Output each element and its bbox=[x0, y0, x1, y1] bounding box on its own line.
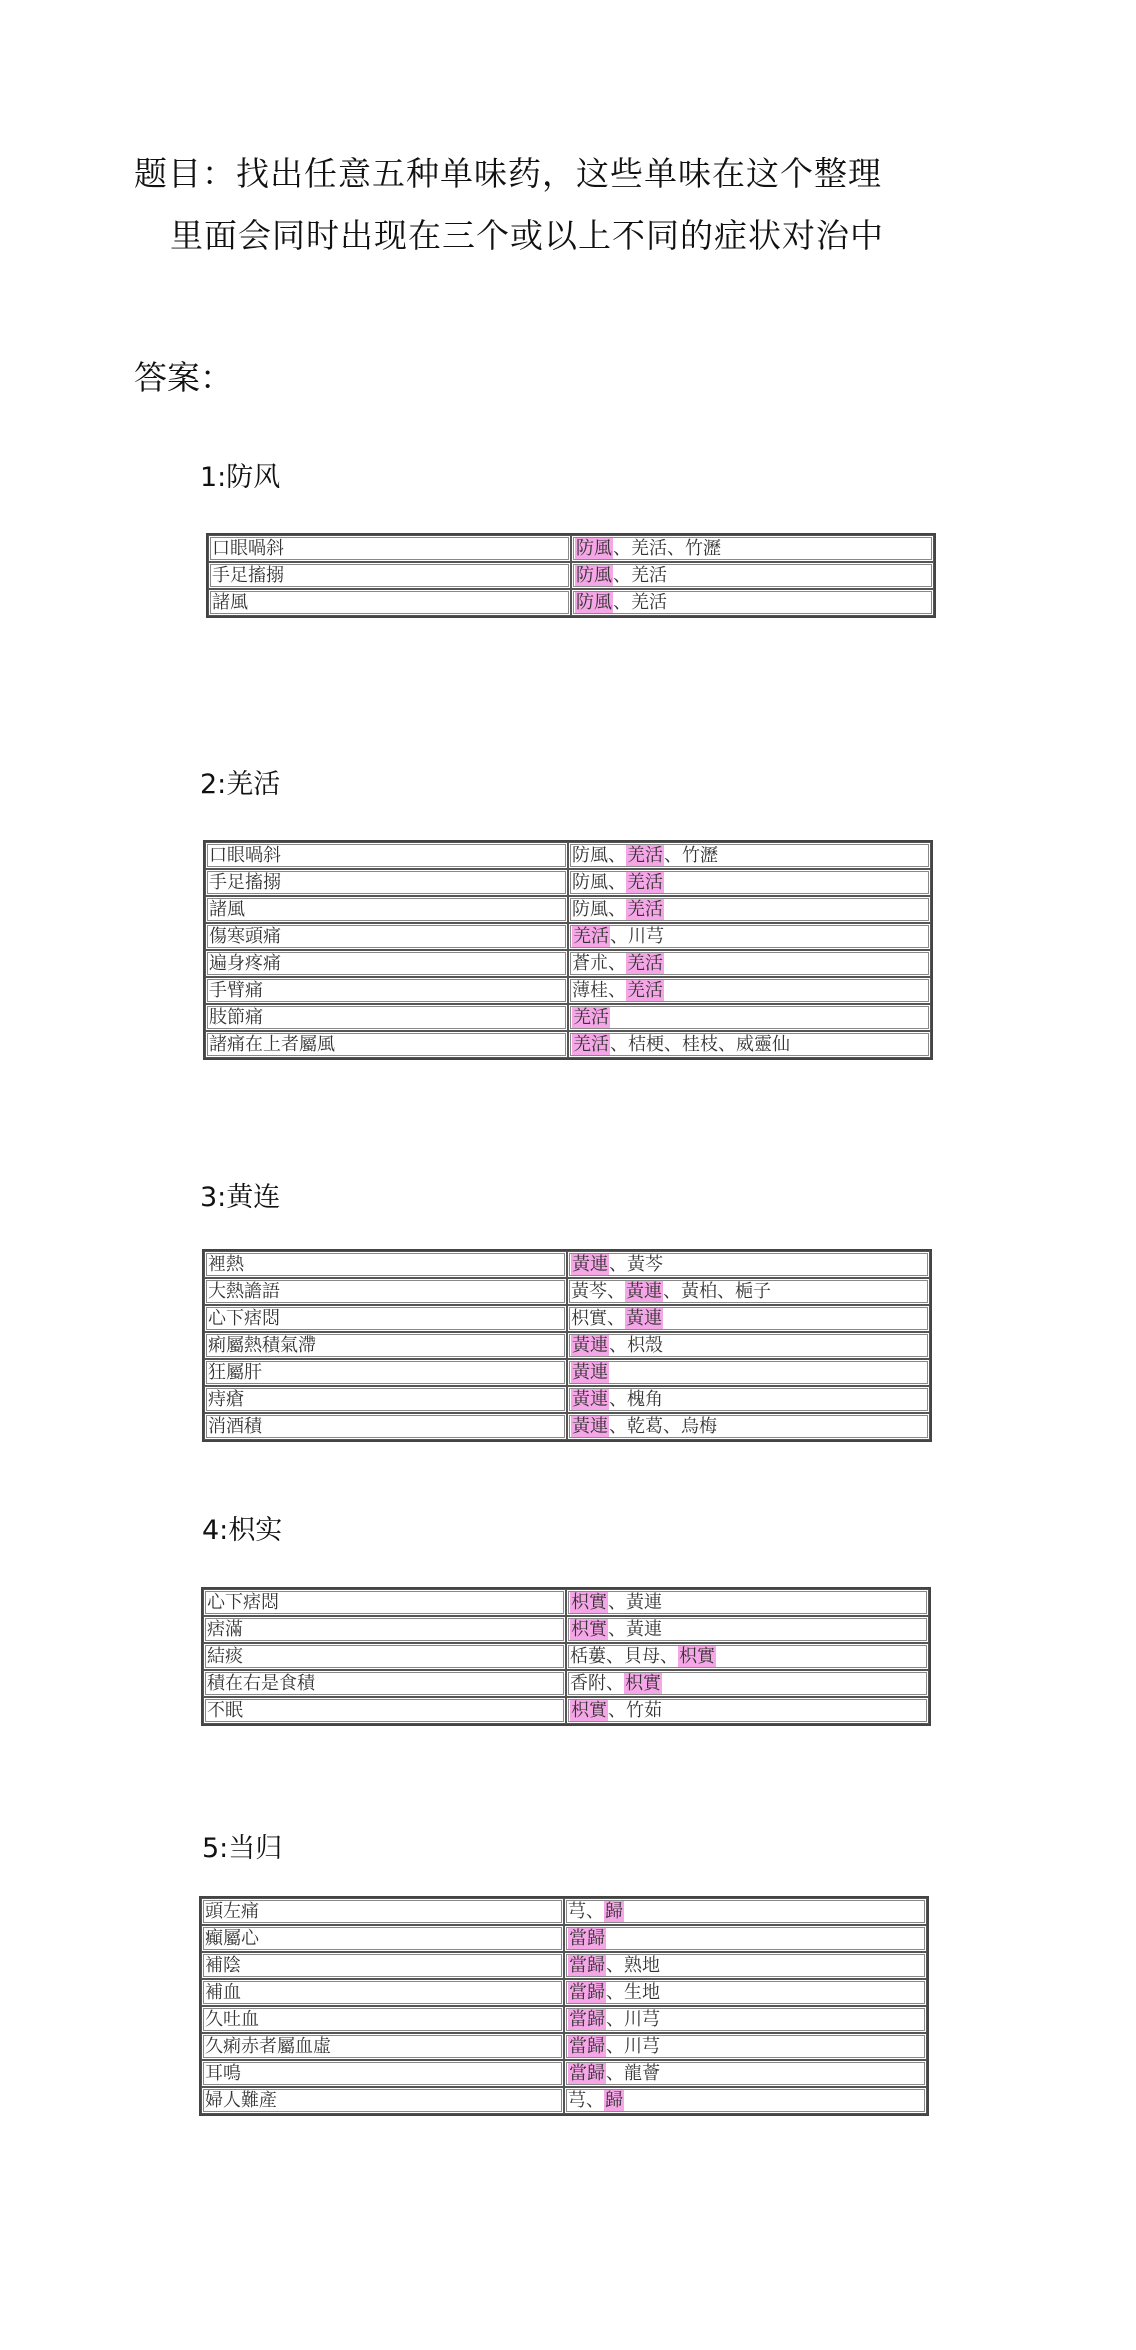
section-label: 1:防风 bbox=[200, 462, 281, 493]
herbs-cell bbox=[566, 1697, 929, 1724]
table-row bbox=[201, 2033, 927, 2060]
table-row bbox=[205, 923, 931, 950]
symptom-cell: 耳鳴 bbox=[201, 2060, 564, 2087]
symptom-cell: 補血 bbox=[201, 1979, 564, 2006]
herb-table-2 bbox=[203, 840, 933, 1060]
symptom-cell: 口眼喎斜 bbox=[205, 842, 568, 869]
highlighted-herb: 羌活 bbox=[573, 1034, 609, 1055]
symptom-cell: 痞滿 bbox=[203, 1616, 566, 1643]
herbs-cell bbox=[564, 1979, 927, 2006]
herb-text: 香附、 bbox=[570, 1673, 624, 1694]
table-row bbox=[204, 1413, 930, 1440]
highlighted-herb: 枳實 bbox=[571, 1592, 607, 1613]
herbs-cell bbox=[568, 923, 931, 950]
table-row bbox=[203, 1616, 929, 1643]
herb-text: 、黃連 bbox=[608, 1619, 662, 1640]
table-row bbox=[205, 869, 931, 896]
table-row bbox=[203, 1643, 929, 1670]
herb-text: 、熟地 bbox=[606, 1955, 660, 1976]
table-row bbox=[201, 2006, 927, 2033]
herb-table-1 bbox=[206, 533, 936, 618]
section-4 bbox=[202, 1508, 282, 1547]
herbs-cell bbox=[568, 1031, 931, 1058]
table-row bbox=[201, 1898, 927, 1925]
herb-text: 、竹茹 bbox=[608, 1700, 662, 1721]
highlighted-herb: 黃連 bbox=[626, 1281, 662, 1302]
symptom-cell: 手足搐搦 bbox=[205, 869, 568, 896]
highlighted-herb: 羌活 bbox=[627, 953, 663, 974]
question-line-2: 里面会同时出现在三个或以上不同的症状对治中 bbox=[170, 216, 884, 255]
highlighted-herb: 枳實 bbox=[679, 1646, 715, 1667]
herb-table-5 bbox=[199, 1896, 929, 2116]
table-row bbox=[201, 1979, 927, 2006]
herb-text: 、黃柏、梔子 bbox=[663, 1281, 771, 1302]
symptom-cell: 手臂痛 bbox=[205, 977, 568, 1004]
highlighted-herb: 歸 bbox=[605, 1901, 623, 1922]
herb-table-3 bbox=[202, 1249, 932, 1442]
herbs-cell bbox=[567, 1251, 930, 1278]
herb-text: 芎、 bbox=[568, 1901, 604, 1922]
table-row bbox=[208, 562, 934, 589]
symptom-cell: 心下痞悶 bbox=[204, 1305, 567, 1332]
table-row bbox=[205, 842, 931, 869]
table-row bbox=[208, 535, 934, 562]
table-row bbox=[201, 1925, 927, 1952]
symptom-cell: 諸痛在上者屬風 bbox=[205, 1031, 568, 1058]
table-row bbox=[204, 1278, 930, 1305]
table-row bbox=[204, 1332, 930, 1359]
highlighted-herb: 羌活 bbox=[627, 899, 663, 920]
herb-text: 芎、 bbox=[568, 2090, 604, 2111]
herbs-cell bbox=[567, 1359, 930, 1386]
symptom-cell: 久痢赤者屬血虛 bbox=[201, 2033, 564, 2060]
herb-text: 、乾葛、烏梅 bbox=[609, 1416, 717, 1437]
herbs-cell bbox=[567, 1332, 930, 1359]
symptom-cell: 狂屬肝 bbox=[204, 1359, 567, 1386]
table-row bbox=[205, 1031, 931, 1058]
table-row bbox=[201, 2087, 927, 2114]
symptom-cell: 結痰 bbox=[203, 1643, 566, 1670]
herb-text: 黃芩、 bbox=[571, 1281, 625, 1302]
herbs-cell bbox=[568, 977, 931, 1004]
herb-text: 、生地 bbox=[606, 1982, 660, 2003]
herb-text: 、黃連 bbox=[608, 1592, 662, 1613]
herbs-cell bbox=[571, 535, 934, 562]
highlighted-herb: 枳實 bbox=[625, 1673, 661, 1694]
symptom-cell: 頭左痛 bbox=[201, 1898, 564, 1925]
symptom-cell: 大熱譫語 bbox=[204, 1278, 567, 1305]
section-5 bbox=[202, 1826, 282, 1865]
section-label: 2:羌活 bbox=[200, 769, 281, 800]
herbs-cell bbox=[568, 842, 931, 869]
highlighted-herb: 歸 bbox=[605, 2090, 623, 2111]
section-1 bbox=[200, 455, 280, 494]
herbs-cell bbox=[567, 1305, 930, 1332]
highlighted-herb: 黃連 bbox=[572, 1416, 608, 1437]
herb-text: 、桔梗、桂枝、威靈仙 bbox=[610, 1034, 790, 1055]
section-2 bbox=[200, 762, 280, 801]
herb-text: 防風、 bbox=[572, 899, 626, 920]
highlighted-herb: 防風 bbox=[576, 565, 612, 586]
table-row bbox=[203, 1697, 929, 1724]
herb-text: 薄桂、 bbox=[572, 980, 626, 1001]
table-row bbox=[204, 1251, 930, 1278]
herb-text: 防風、 bbox=[572, 845, 626, 866]
table-row bbox=[205, 1004, 931, 1031]
table-row bbox=[205, 896, 931, 923]
herbs-cell bbox=[564, 2033, 927, 2060]
symptom-cell: 諸風 bbox=[208, 589, 571, 616]
question-line-1: 题目：找出任意五种单味药，这些单味在这个整理 bbox=[134, 154, 882, 193]
symptom-cell: 補陰 bbox=[201, 1952, 564, 1979]
highlighted-herb: 羌活 bbox=[627, 872, 663, 893]
table-row bbox=[205, 977, 931, 1004]
section-label: 3:黄连 bbox=[200, 1182, 281, 1213]
symptom-cell: 諸風 bbox=[205, 896, 568, 923]
table-row bbox=[203, 1589, 929, 1616]
table-row bbox=[204, 1386, 930, 1413]
highlighted-herb: 羌活 bbox=[573, 1007, 609, 1028]
herbs-cell bbox=[566, 1670, 929, 1697]
symptom-cell: 婦人難產 bbox=[201, 2087, 564, 2114]
highlighted-herb: 防風 bbox=[576, 538, 612, 559]
symptom-cell: 手足搐搦 bbox=[208, 562, 571, 589]
herbs-cell bbox=[564, 1952, 927, 1979]
herbs-cell bbox=[564, 1925, 927, 1952]
herb-text: 、槐角 bbox=[609, 1389, 663, 1410]
symptom-cell: 肢節痛 bbox=[205, 1004, 568, 1031]
herb-text: 枳實、 bbox=[571, 1308, 625, 1329]
highlighted-herb: 當歸 bbox=[569, 2063, 605, 2084]
herb-text: 、川芎 bbox=[606, 2036, 660, 2057]
highlighted-herb: 當歸 bbox=[569, 1955, 605, 1976]
section-3 bbox=[200, 1175, 280, 1214]
section-label: 4:枳实 bbox=[202, 1515, 283, 1546]
symptom-cell: 積在右是食積 bbox=[203, 1670, 566, 1697]
highlighted-herb: 羌活 bbox=[627, 980, 663, 1001]
table-row bbox=[201, 1952, 927, 1979]
highlighted-herb: 防風 bbox=[576, 592, 612, 613]
highlighted-herb: 黃連 bbox=[572, 1254, 608, 1275]
symptom-cell: 裡熱 bbox=[204, 1251, 567, 1278]
symptom-cell: 傷寒頭痛 bbox=[205, 923, 568, 950]
herb-text: 、黃芩 bbox=[609, 1254, 663, 1275]
herb-text: 、龍薈 bbox=[606, 2063, 660, 2084]
highlighted-herb: 當歸 bbox=[569, 2036, 605, 2057]
herbs-cell bbox=[568, 869, 931, 896]
highlighted-herb: 黃連 bbox=[626, 1308, 662, 1329]
herbs-cell bbox=[564, 2087, 927, 2114]
herb-text: 、羌活 bbox=[613, 565, 667, 586]
herbs-cell bbox=[568, 950, 931, 977]
section-label: 5:当归 bbox=[202, 1833, 283, 1864]
highlighted-herb: 羌活 bbox=[573, 926, 609, 947]
herbs-cell bbox=[571, 589, 934, 616]
herbs-cell bbox=[566, 1616, 929, 1643]
herb-text: 、羌活、竹瀝 bbox=[613, 538, 721, 559]
herb-text: 蒼朮、 bbox=[572, 953, 626, 974]
herb-text: 、竹瀝 bbox=[664, 845, 718, 866]
herb-text: 、羌活 bbox=[613, 592, 667, 613]
highlighted-herb: 當歸 bbox=[569, 1928, 605, 1949]
table-row bbox=[204, 1305, 930, 1332]
herbs-cell bbox=[566, 1589, 929, 1616]
table-row bbox=[205, 950, 931, 977]
herbs-cell bbox=[571, 562, 934, 589]
symptom-cell: 消酒積 bbox=[204, 1413, 567, 1440]
symptom-cell: 心下痞悶 bbox=[203, 1589, 566, 1616]
herbs-cell bbox=[568, 896, 931, 923]
herbs-cell bbox=[567, 1413, 930, 1440]
herb-text: 、川芎 bbox=[610, 926, 664, 947]
symptom-cell: 不眠 bbox=[203, 1697, 566, 1724]
symptom-cell: 痔瘡 bbox=[204, 1386, 567, 1413]
highlighted-herb: 枳實 bbox=[571, 1619, 607, 1640]
table-row bbox=[203, 1670, 929, 1697]
highlighted-herb: 羌活 bbox=[627, 845, 663, 866]
symptom-cell: 遍身疼痛 bbox=[205, 950, 568, 977]
herb-text: 栝蔞、貝母、 bbox=[570, 1646, 678, 1667]
answer-label: 答案： bbox=[134, 358, 233, 397]
highlighted-herb: 當歸 bbox=[569, 1982, 605, 2003]
herbs-cell bbox=[567, 1386, 930, 1413]
herb-table-4 bbox=[201, 1587, 931, 1726]
highlighted-herb: 黃連 bbox=[572, 1335, 608, 1356]
symptom-cell: 癲屬心 bbox=[201, 1925, 564, 1952]
herbs-cell bbox=[566, 1643, 929, 1670]
herb-text: 、枳殼 bbox=[609, 1335, 663, 1356]
herbs-cell bbox=[564, 2006, 927, 2033]
table-row bbox=[201, 2060, 927, 2087]
herbs-cell bbox=[564, 2060, 927, 2087]
table-row bbox=[208, 589, 934, 616]
table-row bbox=[204, 1359, 930, 1386]
symptom-cell: 久吐血 bbox=[201, 2006, 564, 2033]
herb-text: 防風、 bbox=[572, 872, 626, 893]
herb-text: 、川芎 bbox=[606, 2009, 660, 2030]
herbs-cell bbox=[568, 1004, 931, 1031]
highlighted-herb: 枳實 bbox=[571, 1700, 607, 1721]
highlighted-herb: 黃連 bbox=[572, 1362, 608, 1383]
symptom-cell: 口眼喎斜 bbox=[208, 535, 571, 562]
herbs-cell bbox=[564, 1898, 927, 1925]
symptom-cell: 痢屬熱積氣滯 bbox=[204, 1332, 567, 1359]
highlighted-herb: 黃連 bbox=[572, 1389, 608, 1410]
herbs-cell bbox=[567, 1278, 930, 1305]
highlighted-herb: 當歸 bbox=[569, 2009, 605, 2030]
